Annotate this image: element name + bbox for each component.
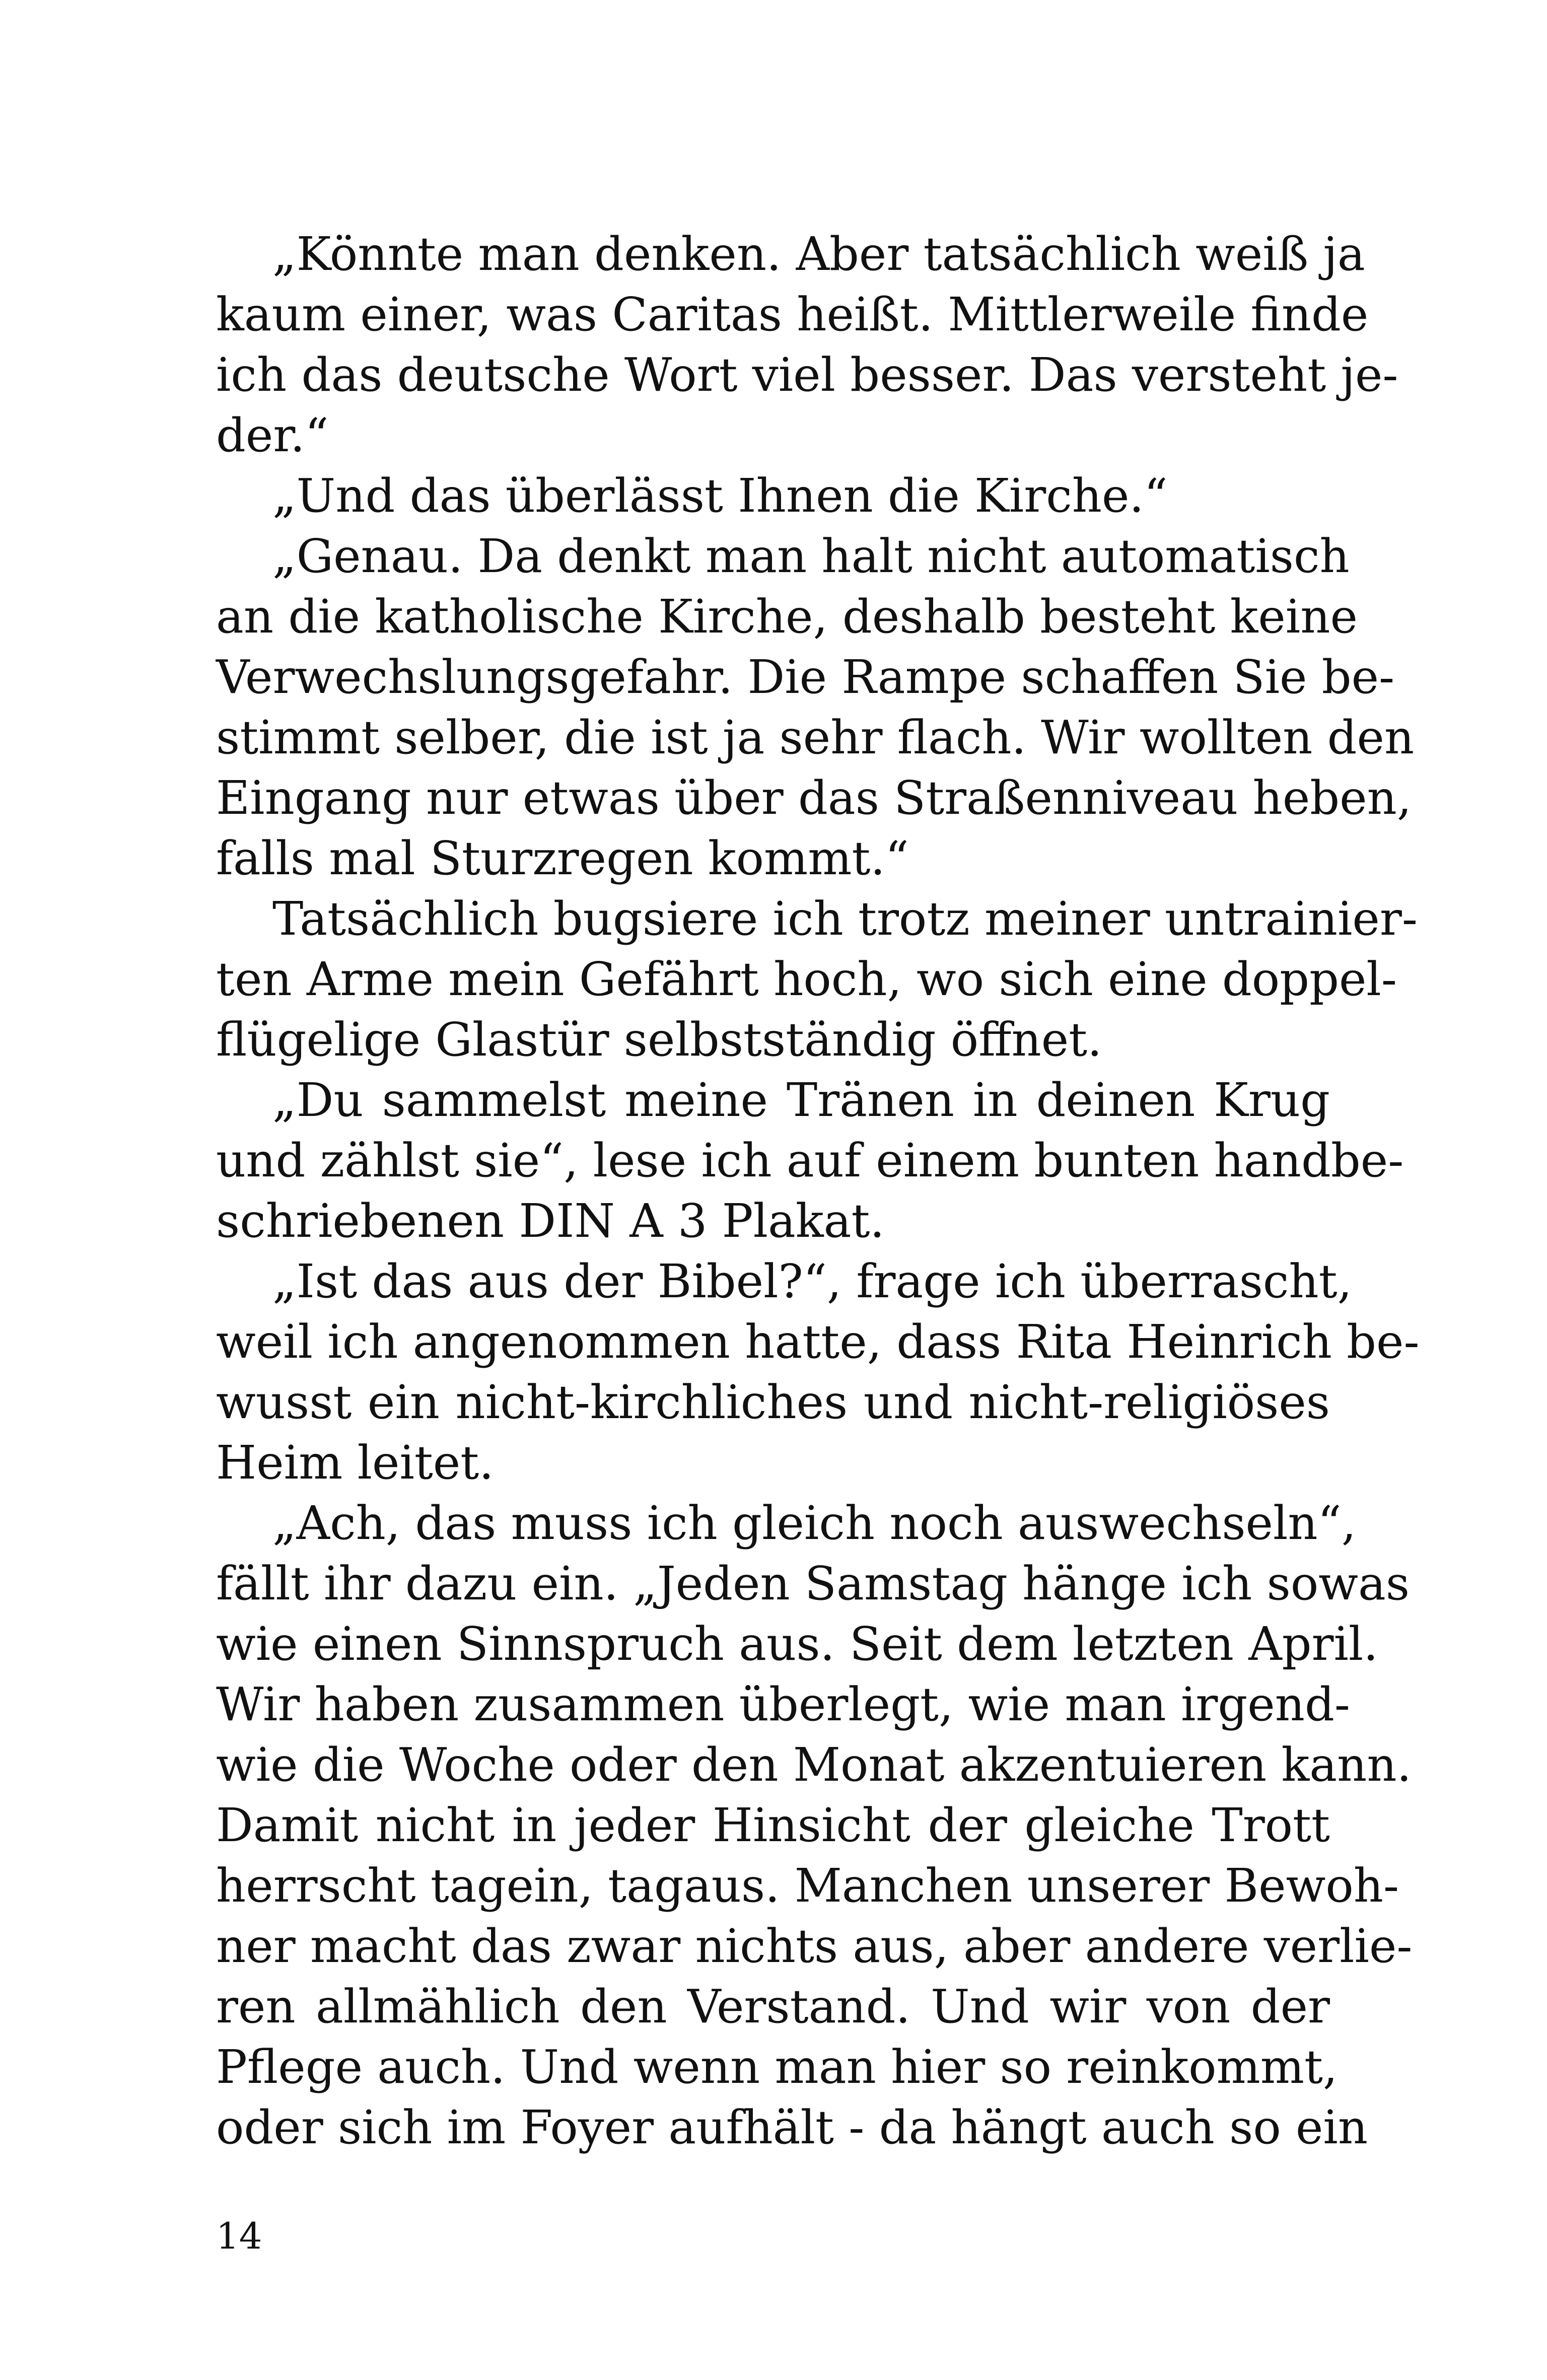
text-line: kaum einer, was Caritas heißt. Mittlerweile finde [216, 288, 1369, 341]
text-line: ren allmählich den Verstand. Und wir von der [216, 1980, 1330, 2034]
text-line: „Ist das aus der Bibel?“, frage ich überrascht, [272, 1254, 1352, 1308]
paragraph [216, 526, 1415, 889]
text-line: herrscht tagein, tagaus. Manchen unserer Bewoh- [216, 1859, 1399, 1913]
text-line: „Könnte man denken. Aber tatsächlich weiß ja [272, 227, 1365, 281]
text-line: wie einen Sinnspruch aus. Seit dem letzten April. [216, 1617, 1378, 1671]
paragraph [216, 224, 1398, 466]
text-line: „Du sammelst meine Tränen in deinen Krug [272, 1073, 1330, 1127]
paragraph [216, 466, 1330, 526]
text-line: falls mal Sturzregen kommt.“ [216, 831, 909, 885]
text-line: wie die Woche oder den Monat akzentuieren kann. [216, 1738, 1412, 1792]
text-line: Eingang nur etwas über das Straßenniveau heben, [216, 771, 1412, 825]
text-line: ten Arme mein Gefährt hoch, wo sich eine doppel- [216, 952, 1397, 1006]
paragraph [216, 1251, 1420, 1493]
text-line: ich das deutsche Wort viel besser. Das versteht je- [216, 348, 1398, 402]
text-line: Pflege auch. Und wenn man hier so reinkommt, [216, 2040, 1338, 2094]
text-line: fällt ihr dazu ein. „Jeden Samstag hänge ich sowas [216, 1557, 1410, 1611]
body-text [216, 224, 1420, 2158]
text-line: flügelige Glastür selbstständig öffnet. [216, 1013, 1102, 1067]
text-line: „Genau. Da denkt man halt nicht automatisch [272, 529, 1350, 583]
text-line: wusst ein nicht-kirchliches und nicht-religiöses [216, 1375, 1330, 1429]
text-line: oder sich im Foyer aufhält - da hängt auch so ein [216, 2101, 1368, 2154]
text-line: schriebenen DIN A 3 Plakat. [216, 1194, 885, 1248]
paragraph [216, 1493, 1413, 2158]
text-line: weil ich angenommen hatte, dass Rita Heinrich be- [216, 1315, 1420, 1369]
text-line: „Und das überlässt Ihnen die Kirche.“ [272, 469, 1168, 523]
text-line: Heim leitet. [216, 1436, 494, 1490]
text-line: Tatsächlich bugsiere ich trotz meiner untrainier- [272, 892, 1418, 946]
text-line: Damit nicht in jeder Hinsicht der gleiche Trott [216, 1798, 1330, 1852]
page-number: 14 [216, 2215, 262, 2257]
text-line: stimmt selber, die ist ja sehr flach. Wir wollten den [216, 711, 1415, 764]
text-line: Verwechslungsgefahr. Die Rampe schaffen Sie be- [216, 650, 1395, 704]
text-line: „Ach, das muss ich gleich noch auswechseln“, [272, 1496, 1356, 1550]
text-line: der.“ [216, 408, 329, 462]
text-line: ner macht das zwar nichts aus, aber andere verlie- [216, 1919, 1413, 1973]
text-line: Wir haben zusammen überlegt, wie man irgend- [216, 1677, 1350, 1731]
paragraph [216, 889, 1418, 1070]
text-line: und zählst sie“, lese ich auf einem bunten handbe- [216, 1134, 1404, 1187]
text-line: an die katholische Kirche, deshalb besteht keine [216, 590, 1358, 644]
paragraph [216, 1070, 1404, 1251]
